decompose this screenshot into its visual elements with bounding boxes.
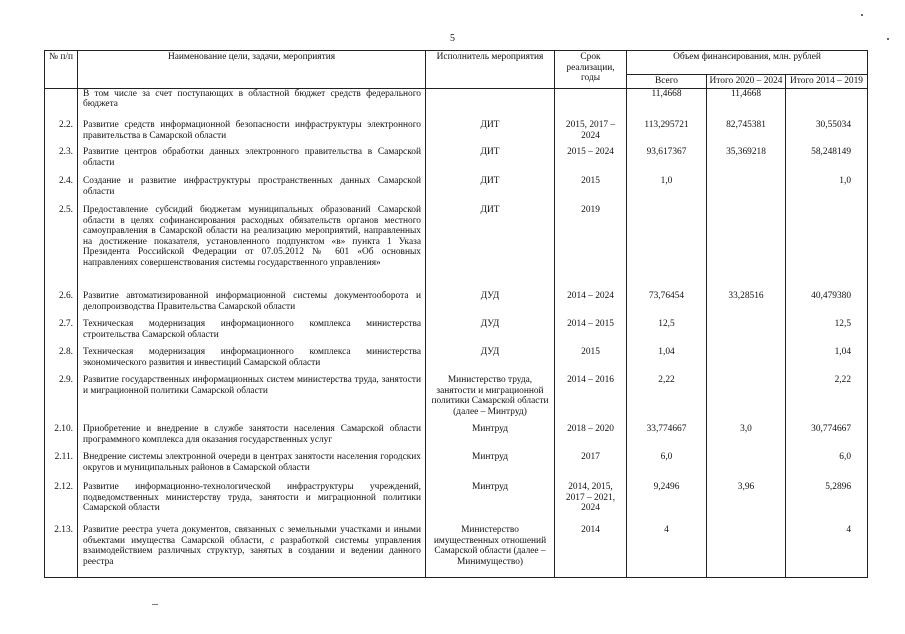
row-total: 4 <box>627 525 707 577</box>
row-total-2020-2024: 82,745381 <box>707 120 786 147</box>
row-name: Внедрение системы электронной очереди в центрах занятости населения городских округов и муниципальных районов в Самарской области <box>78 452 426 482</box>
row-total-2014-2019: 4 <box>786 525 868 577</box>
row-total: 1,04 <box>627 347 707 375</box>
row-num: 2.10. <box>45 424 78 452</box>
row-executor: ДИТ <box>426 176 555 205</box>
row-executor: ДУД <box>426 291 555 319</box>
row-total-2020-2024: 11,4668 <box>707 88 786 120</box>
row-period: 2015, 2017 – 2024 <box>555 120 627 147</box>
row-num: 2.11. <box>45 452 78 482</box>
row-total-2014-2019 <box>786 205 868 291</box>
row-num: 2.6. <box>45 291 78 319</box>
row-total-2020-2024 <box>707 452 786 482</box>
row-total-2014-2019: 30,774667 <box>786 424 868 452</box>
row-total-2020-2024: 3,0 <box>707 424 786 452</box>
row-total-2014-2019: 30,55034 <box>786 120 868 147</box>
row-period <box>555 88 627 120</box>
row-num: 2.9. <box>45 375 78 424</box>
row-name: Предоставление субсидий бюджетам муниципальных образований Самарской области в целях софинансирования расходных обязательств органов местного самоуправления в Самарской области на реализацию мероприятий, направленных на достижение показателя, установленного подпунктом «в» пункта 1 Указа Президента Российской Федерации от 07.05.2012 № 601 «Об основных направлениях совершенствования системы государственного управления» <box>78 205 426 291</box>
row-total-2014-2019 <box>786 88 868 120</box>
row-total: 6,0 <box>627 452 707 482</box>
row-executor: ДИТ <box>426 147 555 176</box>
row-total: 73,76454 <box>627 291 707 319</box>
row-total-2014-2019: 12,5 <box>786 319 868 347</box>
row-period: 2014 – 2016 <box>555 375 627 424</box>
row-executor: ДУД <box>426 347 555 375</box>
scan-speck <box>861 14 863 16</box>
table-row <box>45 482 868 525</box>
row-name: Развитие информационно-технологической инфраструктуры учреждений, подведомственных министерству труда, занятости и миграционной политики Самарской области <box>78 482 426 525</box>
header-total: Всего <box>627 75 707 89</box>
row-total: 12,5 <box>627 319 707 347</box>
table-row <box>45 291 868 319</box>
row-executor: Минтруд <box>426 482 555 525</box>
row-total: 93,617367 <box>627 147 707 176</box>
row-total: 2,22 <box>627 375 707 424</box>
table-row <box>45 452 868 482</box>
row-period: 2017 <box>555 452 627 482</box>
row-total-2020-2024 <box>707 347 786 375</box>
table-row <box>45 176 868 205</box>
row-executor: Минтруд <box>426 452 555 482</box>
table-row <box>45 424 868 452</box>
row-total-2020-2024: 3,96 <box>707 482 786 525</box>
row-name: Приобретение и внедрение в службе занятости населения Самарской области программного комплекса для оказания государственных услуг <box>78 424 426 452</box>
row-total-2020-2024 <box>707 375 786 424</box>
header-total-2014-2019: Итого 2014 – 2019 <box>786 75 868 89</box>
row-total: 1,0 <box>627 176 707 205</box>
row-total-2014-2019: 6,0 <box>786 452 868 482</box>
row-num: 2.8. <box>45 347 78 375</box>
table-row <box>45 205 868 291</box>
row-total-2014-2019: 5,2896 <box>786 482 868 525</box>
table-row <box>45 319 868 347</box>
row-total-2014-2019: 1,0 <box>786 176 868 205</box>
row-name: Техническая модернизация информационного комплекса министерства экономического развития и инвестиций Самарской области <box>78 347 426 375</box>
row-name: Развитие государственных информационных систем министерства труда, занятости и миграционной политики Самарской области <box>78 375 426 424</box>
row-total: 9,2496 <box>627 482 707 525</box>
row-period: 2015 – 2024 <box>555 147 627 176</box>
row-total-2014-2019: 2,22 <box>786 375 868 424</box>
row-name: Создание и развитие инфраструктуры пространственных данных Самарской области <box>78 176 426 205</box>
table-row <box>45 88 868 120</box>
page-number: 5 <box>450 33 455 44</box>
row-num: 2.4. <box>45 176 78 205</box>
row-total-2020-2024 <box>707 319 786 347</box>
row-executor: ДУД <box>426 319 555 347</box>
header-total-2020-2024: Итого 2020 – 2024 <box>707 75 786 89</box>
row-total <box>627 205 707 291</box>
table-row <box>45 525 868 577</box>
row-period: 2014 – 2015 <box>555 319 627 347</box>
header-name: Наименование цели, задачи, мероприятия <box>78 51 426 89</box>
row-period: 2019 <box>555 205 627 291</box>
row-num: 2.3. <box>45 147 78 176</box>
scan-mark <box>152 604 158 605</box>
row-total-2020-2024 <box>707 176 786 205</box>
row-name: Развитие автоматизированной информационной системы документооборота и делопроизводства Правительства Самарской области <box>78 291 426 319</box>
header-funding: Объем финансирования, млн. рублей <box>627 51 868 75</box>
row-name: Развитие реестра учета документов, связанных с земельными участками и иными объектами имущества Самарской области, с разработкой системы управления взаимодействием различных структур, занятых в создании и ведении данного реестра <box>78 525 426 577</box>
row-executor: Минтруд <box>426 424 555 452</box>
row-name: В том числе за счет поступающих в областной бюджет средств федерального бюджета <box>78 88 426 120</box>
row-executor: ДИТ <box>426 205 555 291</box>
row-total-2014-2019: 40,479380 <box>786 291 868 319</box>
header-num: № п/п <box>45 51 78 89</box>
row-num: 2.12. <box>45 482 78 525</box>
row-num: 2.7. <box>45 319 78 347</box>
row-num <box>45 88 78 120</box>
row-num: 2.2. <box>45 120 78 147</box>
row-total: 113,295721 <box>627 120 707 147</box>
row-period: 2015 <box>555 347 627 375</box>
row-total: 11,4668 <box>627 88 707 120</box>
table-row <box>45 347 868 375</box>
row-period: 2015 <box>555 176 627 205</box>
row-period: 2014 – 2024 <box>555 291 627 319</box>
scan-speck <box>887 38 889 40</box>
row-period: 2014, 2015, 2017 – 2021, 2024 <box>555 482 627 525</box>
table-row <box>45 375 868 424</box>
row-executor: Министерство имущественных отношений Самарской области (далее – Минимущество) <box>426 525 555 577</box>
table-row <box>45 147 868 176</box>
row-total: 33,774667 <box>627 424 707 452</box>
row-total-2020-2024 <box>707 205 786 291</box>
row-total-2020-2024: 35,369218 <box>707 147 786 176</box>
row-name: Развитие центров обработки данных электронного правительства в Самарской области <box>78 147 426 176</box>
row-total-2014-2019: 1,04 <box>786 347 868 375</box>
row-total-2020-2024 <box>707 525 786 577</box>
row-num: 2.13. <box>45 525 78 577</box>
row-total-2020-2024: 33,28516 <box>707 291 786 319</box>
row-name: Развитие средств информационной безопасности инфраструктуры электронного правительства в Самарской области <box>78 120 426 147</box>
row-period: 2014 <box>555 525 627 577</box>
row-executor: Министерство труда, занятости и миграционной политики Самарской области (далее – Минтруд) <box>426 375 555 424</box>
row-executor <box>426 88 555 120</box>
row-total-2014-2019: 58,248149 <box>786 147 868 176</box>
row-name: Техническая модернизация информационного комплекса министерства строительства Самарской области <box>78 319 426 347</box>
header-period: Срок реализации, годы <box>555 51 627 89</box>
funding-table <box>44 50 868 578</box>
table-row <box>45 120 868 147</box>
row-period: 2018 – 2020 <box>555 424 627 452</box>
row-executor: ДИТ <box>426 120 555 147</box>
header-executor: Исполнитель мероприятия <box>426 51 555 89</box>
row-num: 2.5. <box>45 205 78 291</box>
